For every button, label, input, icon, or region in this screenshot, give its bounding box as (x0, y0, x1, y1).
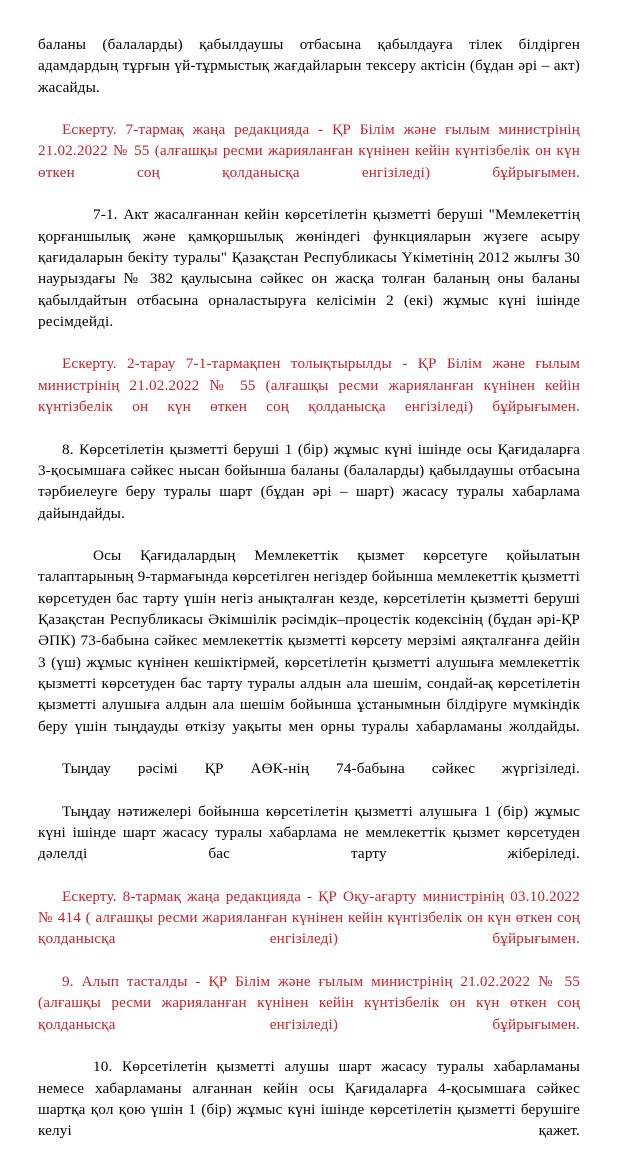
amendment-note-paragraph: Ескерту. 8-тармақ жаңа редакцияда - ҚР Оқу-ағарту министрінің 03.10.2022 № 414 ( алғашқы ресми жарияланған күнінен кейін күнтізбелік он күн өткен соң қолданысқа енгізіледі) бұйрығымен. (38, 887, 580, 948)
body-paragraph: Осы Қағидалардың Мемлекеттік қызмет көрсетуге қойылатын талаптарының 9-тармағында көрсетілген негіздер бойынша мемлекеттік қызметті көрсетуден бас тарту үшін негіз анықталған кезде, көрсетілетін қызметті беруші Қазақстан Республикасы Әкімшілік рәсімдік–процестік кодексінің (бұдан әрі-ҚР ӘПК) 73-бабына сәйкес мемлекеттік қызметті көрсету мерзімі аяқталғанға дейін 3 (үш) жұмыс күнінен кешіктірмей, көрсетілетін қызметті алушыға мемлекеттік қызметті көрсетуден бас тарту туралы алдын ала шешім, сондай-ақ көрсетілетін қызметті алушыға алдын ала шешім бойынша ұстанымнын білдіруге мүмкіндік беру үшін тыңдауды өткізу уақыты мен орны туралы хабарламаны жолдайды. (38, 547, 580, 735)
document-body (38, 34, 580, 1163)
body-paragraph: 8. Көрсетілетін қызметті беруші 1 (бір) жұмыс күні ішінде осы Қағидаларға 3-қосымшаға сәйкес нысан бойынша баланы (балаларды) қабылдаушы отбасына тәрбиелеуге беру туралы шарт (бұдан әрі – шарт) жасасу туралы хабарлама дайындайды. (38, 440, 580, 522)
body-paragraph: 7-1. Акт жасалғаннан кейін көрсетілетін қызметті беруші "Мемлекеттің қорғаншылық және қамқоршылық жөніндегі функцияларын жүзеге асыру қағидаларын бекіту туралы" Қазақстан Республикасы Үкіметінің 2012 жылғы 30 наурыздағы № 382 қаулысына сәйкес он жасқа толған баланың оны баланы қабылдайтын отбасына орналастыруға келісімін 2 (екі) жұмыс күні ішінде ресімдейді. (38, 206, 580, 330)
body-paragraph: 10. Көрсетілетін қызметті алушы шарт жасасу туралы хабарламаны немесе хабарламаны алғаннан кейін осы Қағидаларға 4-қосымшаға сәйкес шартқа қол қою үшін 1 (бір) жұмыс күні ішінде көрсетілетін қызметті берушіге келуі қажет. (38, 1058, 580, 1140)
amendment-note-paragraph: Ескерту. 7-тармақ жаңа редакцияда - ҚР Білім және ғылым министрінің 21.02.2022 № 55 (алғашқы ресми жарияланған күнінен кейін күнтізбелік он күн өткен соң қолданысқа енгізіледі) бұйрығымен. (38, 121, 580, 181)
amendment-note-paragraph: 9. Алып тасталды - ҚР Білім және ғылым министрінің 21.02.2022 № 55 (алғашқы ресми жарияланған күнінен кейін күнтізбелік он күн өткен соң қолданысқа енгізіледі) бұйрығымен. (38, 973, 580, 1033)
amendment-note-paragraph: Ескерту. 2-тарау 7-1-тармақпен толықтырылды - ҚР Білім және ғылым министрінің 21.02.2022 № 55 (алғашқы ресми жарияланған күнінен кейін күнтізбелік он күн өткен соң қолданысқа енгізіледі) бұйрығымен. (38, 355, 580, 416)
body-paragraph: Тыңдау рәсімі ҚР АӨК-нің 74-бабына сәйкес жүргізіледі. (62, 760, 580, 778)
body-paragraph: Тыңдау нәтижелері бойынша көрсетілетін қызметті алушыға 1 (бір) жұмыс күні ішінде шарт жасасу туралы хабарлама не мемлекеттік қызмет көрсетуден дәлелді бас тарту жіберіледі. (38, 802, 580, 863)
body-paragraph: баланы (балаларды) қабылдаушы отбасына қабылдауға тілек білдірген адамдардың тұрғын үй-тұрмыстық жағдайларын тексеру актісін (бұдан әрі – акт) жасайды. (38, 36, 580, 96)
